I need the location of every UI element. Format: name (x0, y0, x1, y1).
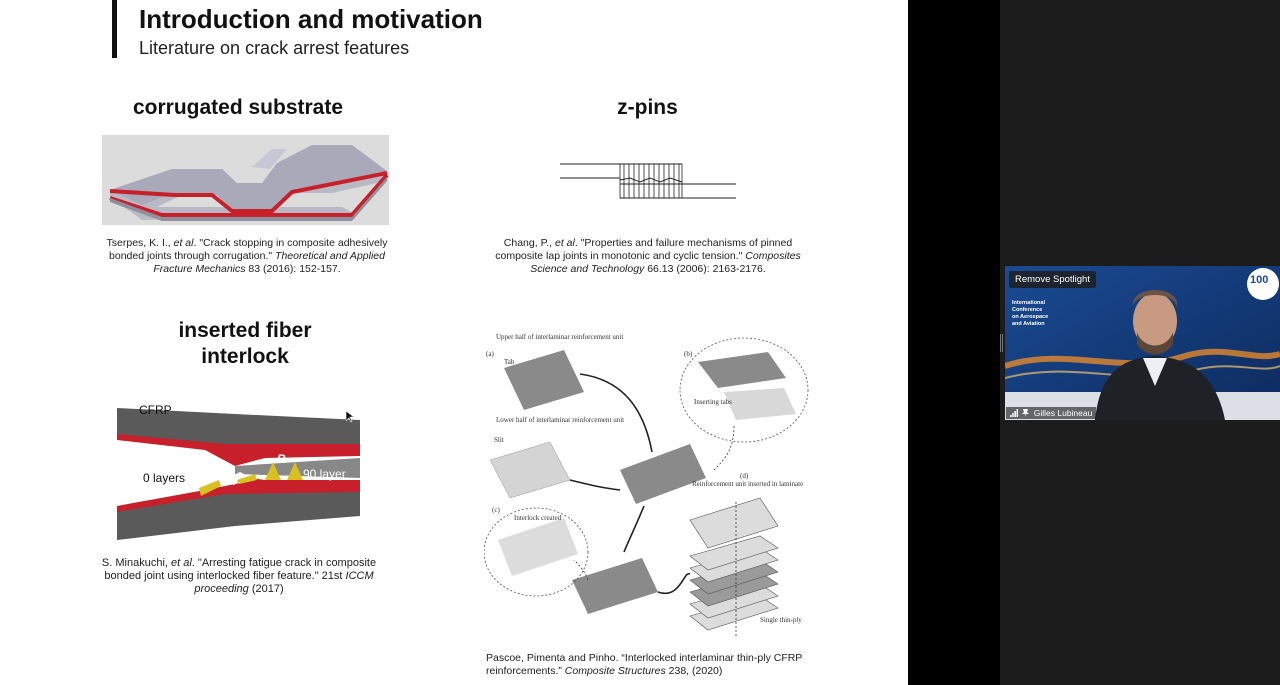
thin-ply-reference: Pascoe, Pimenta and Pinho. “Interlocked interlaminar thin-ply CFRP reinforcements.” Composite Structures 238, (2020) (486, 652, 803, 677)
zpins-figure (560, 160, 738, 202)
remove-spotlight-button[interactable]: Remove Spotlight (1009, 271, 1096, 288)
conference-banner-text: International Conference on Aerospace and Aviation (1012, 300, 1049, 327)
signal-strength-icon (1010, 408, 1018, 420)
zero-layers-label: 0 layers (143, 471, 186, 485)
conference-logo: 100 (1250, 274, 1269, 286)
slide-subtitle: Literature on crack arrest features (139, 38, 410, 58)
corrugated-heading: corrugated substrate (132, 96, 344, 119)
label-unit-inserted: Reinforcement unit inserted in laminate (692, 480, 804, 488)
pin-icon (1022, 408, 1029, 420)
panel-resize-handle[interactable] (1000, 334, 1003, 352)
point-a-label: A (227, 474, 236, 488)
corrugated-reference: Tserpes, K. I., et al. "Crack stopping in composite adhesively bonded joints through corrugation." Theoretical and Applied Fracture Mechanics 83 (2016): 152-157. (106, 237, 388, 275)
label-inserting-tabs: Inserting tabs (694, 398, 732, 406)
participant-name-label: Gilles Lubineau (1006, 407, 1096, 419)
point-b-label: B (277, 452, 286, 466)
speaker-video-tile[interactable] (1005, 266, 1280, 420)
title-accent-bar (112, 0, 117, 58)
label-d: (d) (740, 472, 749, 480)
zpins-reference: Chang, P., et al. "Properties and failure mechanisms of pinned composite lap joints in monotonic and cyclic tension." Composites Science and Technology 66.13 (2006): 2163-2176. (495, 237, 801, 275)
label-a: (a) (486, 350, 494, 358)
label-c: (c) (492, 506, 500, 514)
label-interlock-created: Interlock created (514, 514, 562, 522)
thin-ply-figure (484, 330, 814, 646)
corrugated-substrate-figure (102, 135, 389, 225)
mouse-cursor-icon (346, 411, 354, 423)
label-single-thin-ply: Single thin-ply (760, 616, 802, 624)
interlock-reference: S. Minakuchi, et al. "Arresting fatigue crack in composite bonded joint using interlocked fiber feature." 21st ICCM proceeding (2017) (101, 557, 377, 595)
interlock-figure (115, 400, 362, 544)
slide-title: Introduction and motivation (139, 4, 483, 34)
label-slit: Slit (494, 436, 504, 444)
interlock-heading: inserted fiber interlock (178, 319, 312, 368)
zpins-heading: z-pins (617, 96, 678, 119)
ninety-layer-label: 90 layer (303, 467, 346, 481)
label-tab: Tab (504, 358, 515, 366)
label-upper-half: Upper half of interlaminar reinforcement unit (496, 333, 624, 341)
label-lower-half: Lower half of interlaminar reinforcement unit (496, 416, 625, 424)
cfrp-label: CFRP (139, 403, 172, 417)
label-b: (b) (684, 350, 693, 358)
